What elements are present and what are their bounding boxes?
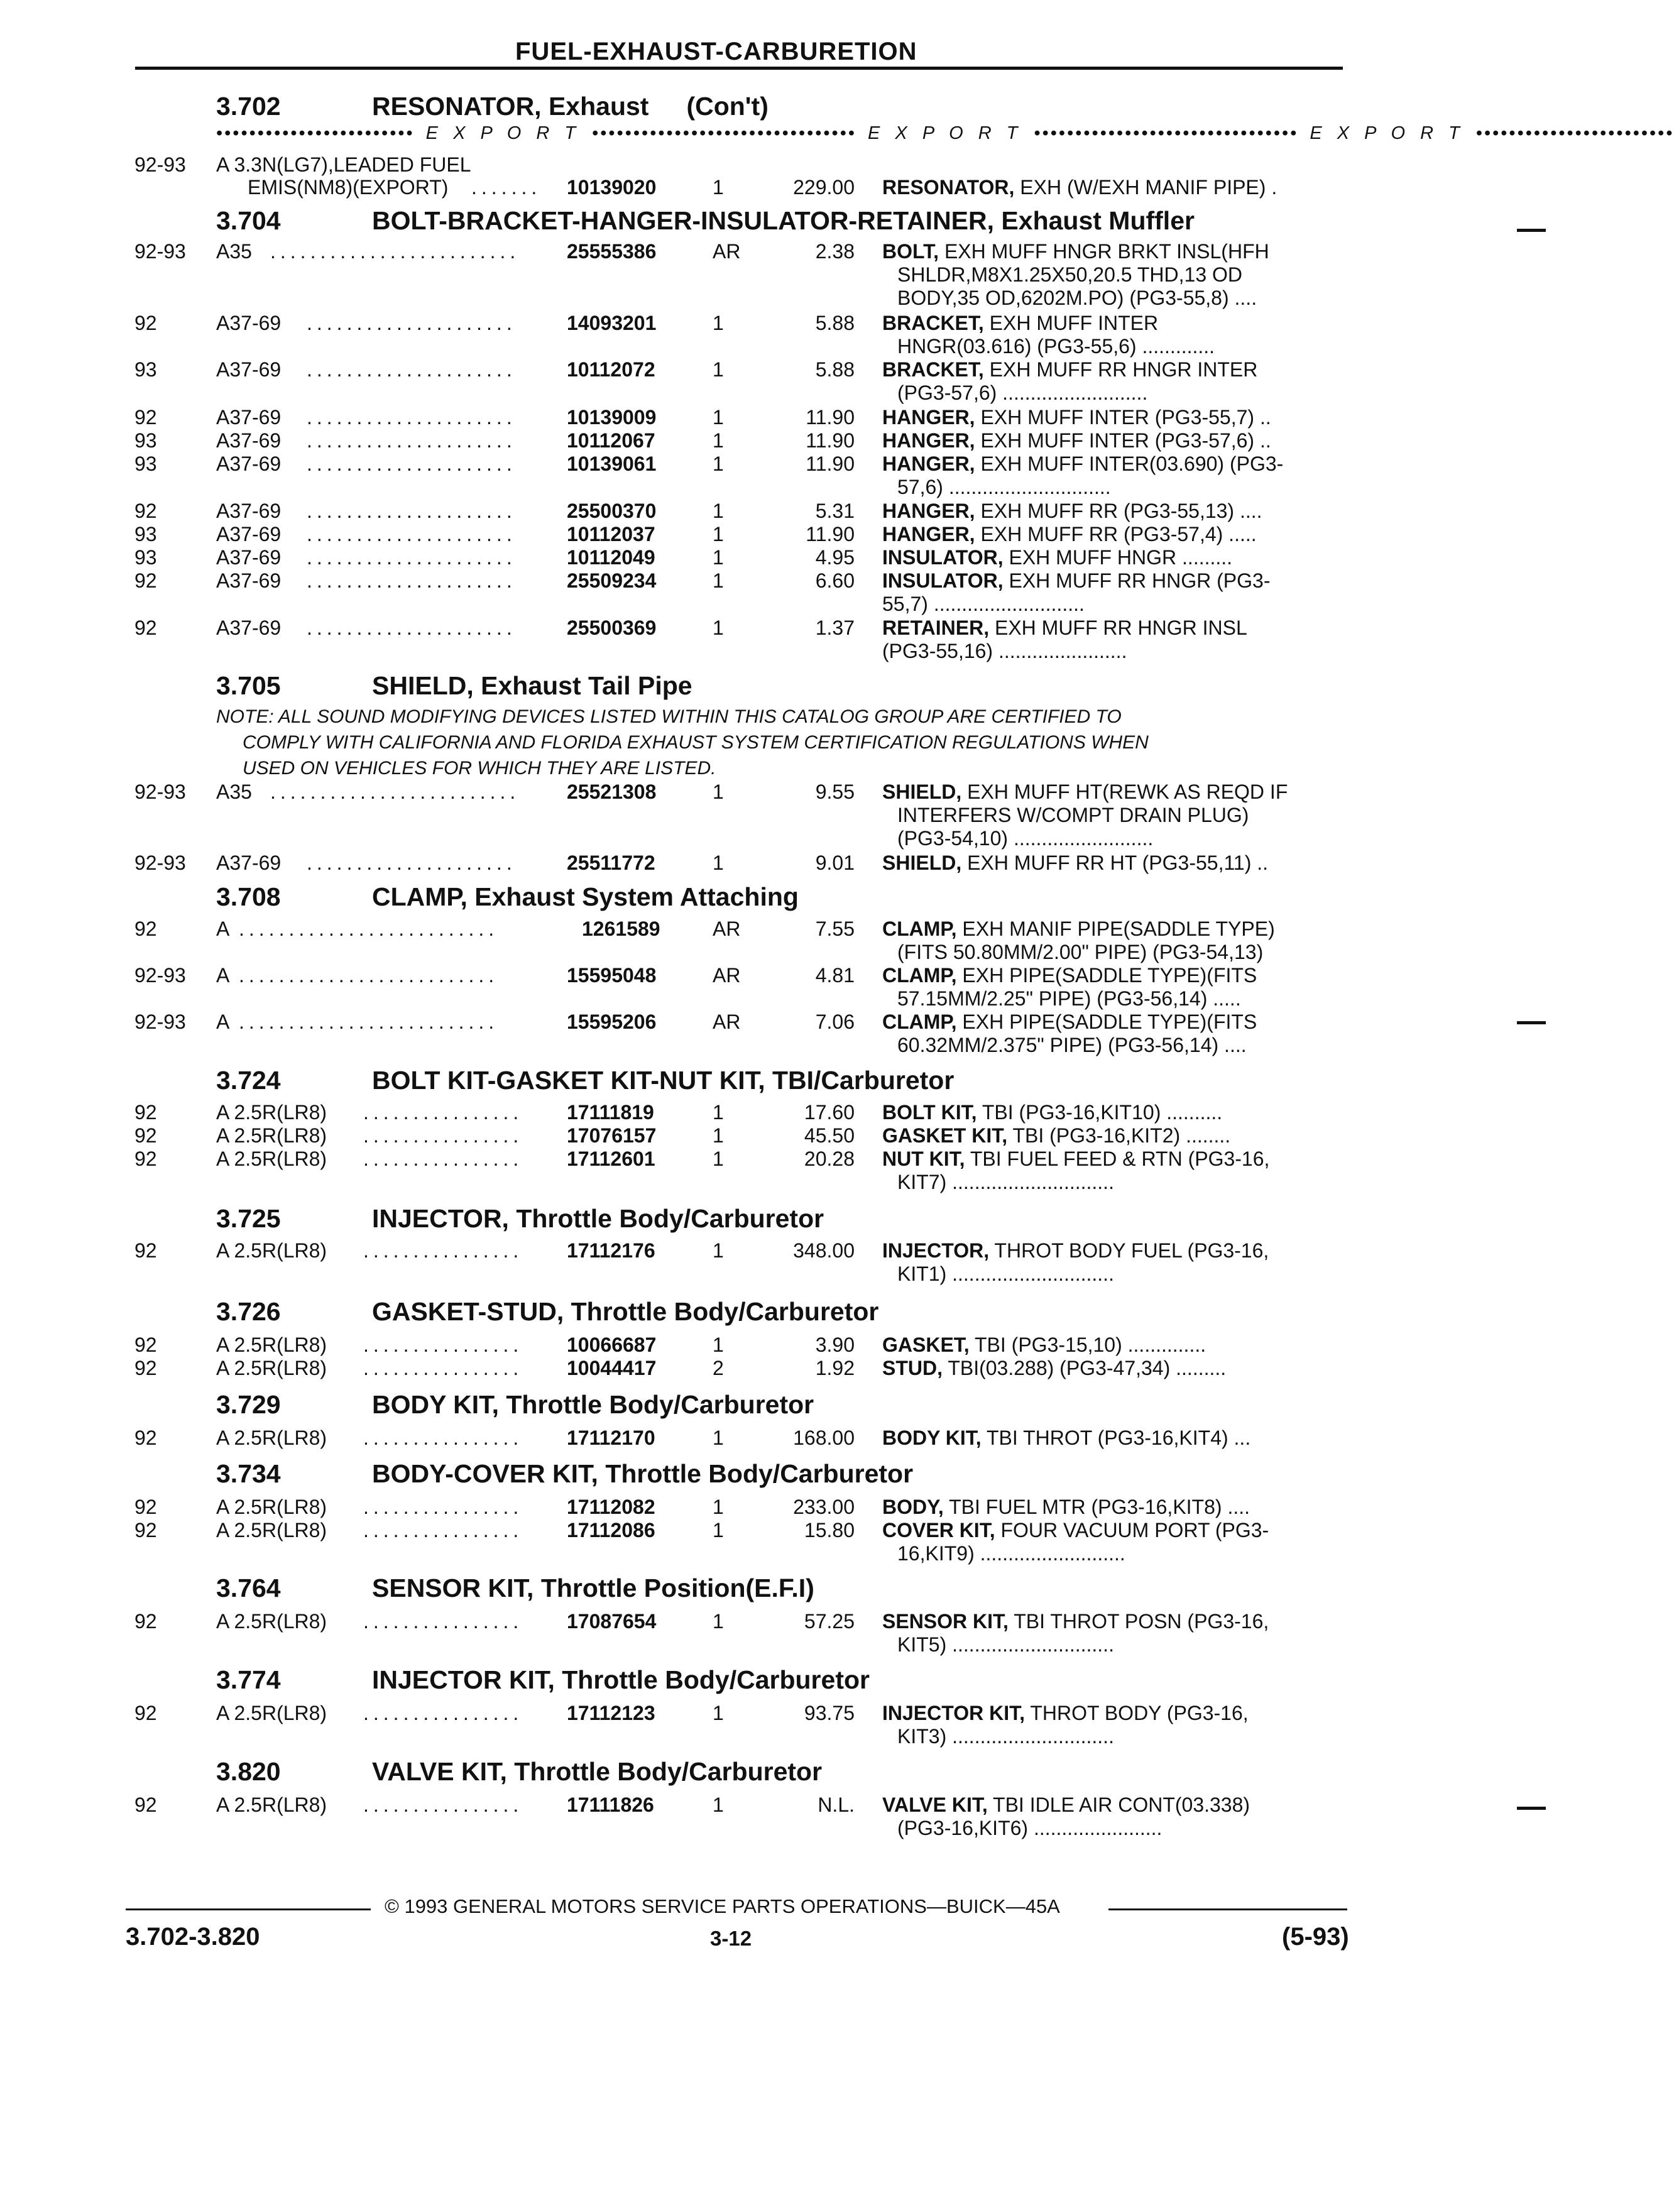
model-year: 93 xyxy=(134,546,157,569)
price: 93.75 xyxy=(804,1702,855,1724)
quantity: 1 xyxy=(713,429,724,452)
price: 11.90 xyxy=(806,406,855,429)
part-name: INJECTOR, xyxy=(882,1239,990,1262)
description: HANGER, EXH MUFF RR (PG3-57,4) ..... xyxy=(882,523,1257,545)
description: INSULATOR, EXH MUFF HNGR ......... xyxy=(882,546,1233,569)
price: 1.37 xyxy=(815,616,855,639)
quantity: 1 xyxy=(713,312,724,334)
price: 57.25 xyxy=(804,1610,855,1633)
part-name: GASKET, xyxy=(882,1333,970,1356)
quantity: 1 xyxy=(713,1333,724,1356)
application: A37-69 xyxy=(216,406,282,429)
leader-dots: ..................... xyxy=(307,546,517,569)
part-number: 25511772 xyxy=(567,851,655,874)
description: HANGER, EXH MUFF INTER (PG3-55,7) .. xyxy=(882,406,1271,429)
leader-dots: ..................... xyxy=(307,312,517,334)
quantity: 1 xyxy=(713,851,724,874)
application: A37-69 xyxy=(216,500,282,522)
price: 5.88 xyxy=(815,358,855,381)
quantity: 1 xyxy=(713,546,724,569)
application: A 2.5R(LR8) xyxy=(216,1101,327,1124)
description: RESONATOR, EXH (W/EXH MANIF PIPE) . xyxy=(882,176,1277,199)
price: 229.00 xyxy=(793,176,855,199)
leader-dots: ................ xyxy=(363,1496,523,1518)
price: 9.55 xyxy=(815,780,855,803)
application: A 2.5R(LR8) xyxy=(216,1147,327,1170)
model-year: 92-93 xyxy=(134,153,186,176)
model-year: 92 xyxy=(134,1496,157,1518)
leader-dots: .......................... xyxy=(239,1010,499,1033)
model-year: 92-93 xyxy=(134,240,186,263)
section-number: 3.708 xyxy=(216,882,281,911)
part-name: BRACKET, xyxy=(882,358,984,381)
leader-dots: ..................... xyxy=(307,851,517,874)
part-number: 17112086 xyxy=(567,1519,655,1541)
part-number: 17087654 xyxy=(567,1610,657,1633)
section-number: 3.726 xyxy=(216,1297,281,1326)
part-name: NUT KIT, xyxy=(882,1147,965,1170)
part-name: GASKET KIT, xyxy=(882,1124,1008,1147)
model-year: 92 xyxy=(134,500,157,522)
leader-dots: ..................... xyxy=(307,569,517,592)
part-name: SENSOR KIT, xyxy=(882,1610,1009,1633)
price: 1.92 xyxy=(815,1357,855,1379)
part-number: 25500369 xyxy=(567,616,657,639)
application: A37-69 xyxy=(216,569,282,592)
part-number: 10044417 xyxy=(567,1357,657,1379)
price: 233.00 xyxy=(793,1496,855,1518)
copyright-text: © 1993 GENERAL MOTORS SERVICE PARTS OPERATIONS—BUICK—45A xyxy=(385,1895,1060,1917)
section-number: 3.705 xyxy=(216,671,281,700)
export-word: E X P O R T xyxy=(1310,123,1465,143)
model-year: 92 xyxy=(134,1124,157,1147)
description: HANGER, EXH MUFF INTER(03.690) (PG3- 57,6) ............................. xyxy=(882,452,1284,498)
description: BOLT, EXH MUFF HNGR BRKT INSL(HFH SHLDR,M8X1.25X50,20.5 THD,13 OD BODY,35 OD,6202M.PO) (PG3-55,8) .... xyxy=(882,240,1269,309)
revision-mark xyxy=(1517,1021,1546,1024)
price: 15.80 xyxy=(804,1519,855,1541)
leader-dots: ................ xyxy=(363,1147,523,1170)
description: GASKET, TBI (PG3-15,10) .............. xyxy=(882,1333,1206,1356)
model-year: 92 xyxy=(134,1426,157,1449)
revision-mark xyxy=(1517,1807,1546,1810)
quantity: 1 xyxy=(713,1124,724,1147)
application: A 2.5R(LR8) xyxy=(216,1496,327,1518)
application: A37-69 xyxy=(216,452,282,475)
model-year: 92 xyxy=(134,1519,157,1541)
application: A 2.5R(LR8) xyxy=(216,1426,327,1449)
part-number: 17112170 xyxy=(567,1426,655,1449)
price: 6.60 xyxy=(815,569,855,592)
quantity: 1 xyxy=(713,1426,724,1449)
leader-dots: ..................... xyxy=(307,500,517,522)
price: 20.28 xyxy=(804,1147,855,1170)
description: INJECTOR, THROT BODY FUEL (PG3-16, KIT1) ............................. xyxy=(882,1239,1269,1285)
section-title: CLAMP, Exhaust System Attaching xyxy=(372,882,799,911)
leader-dots: .......................... xyxy=(239,964,499,987)
price: 7.55 xyxy=(815,917,855,940)
part-number: 1261589 xyxy=(582,917,660,940)
section-heading xyxy=(216,671,692,701)
section-heading xyxy=(216,1297,878,1327)
leader-dots: •••••••••••••••••••••••••••••••• xyxy=(1034,123,1299,143)
leader-dots: ....... xyxy=(471,176,542,199)
quantity: 1 xyxy=(713,452,724,475)
price: 11.90 xyxy=(806,429,855,452)
part-name: CLAMP, xyxy=(882,964,957,987)
model-year: 92-93 xyxy=(134,780,186,803)
quantity: 1 xyxy=(713,1239,724,1262)
application: A xyxy=(216,917,230,940)
leader-dots: ..................... xyxy=(307,358,517,381)
part-name: HANGER, xyxy=(882,500,975,522)
section-number: 3.724 xyxy=(216,1066,281,1095)
description: RETAINER, EXH MUFF RR HNGR INSL (PG3-55,16) ....................... xyxy=(882,616,1247,662)
application: A37-69 xyxy=(216,546,282,569)
leader-dots: ................ xyxy=(363,1239,523,1262)
revision-date: (5-93) xyxy=(1282,1923,1349,1951)
leader-dots: ................ xyxy=(363,1610,523,1633)
price: N.L. xyxy=(818,1793,855,1816)
description: INSULATOR, EXH MUFF RR HNGR (PG3- 55,7) ........................... xyxy=(882,569,1271,615)
description: BRACKET, EXH MUFF RR HNGR INTER (PG3-57,6) .......................... xyxy=(882,358,1258,404)
quantity: 1 xyxy=(713,406,724,429)
description: SHIELD, EXH MUFF RR HT (PG3-55,11) .. xyxy=(882,851,1269,874)
application: A35 xyxy=(216,240,252,263)
model-year: 92 xyxy=(134,1147,157,1170)
page-title: FUEL-EXHAUST-CARBURETION xyxy=(515,38,917,65)
leader-dots: ......................... xyxy=(270,780,520,803)
part-name: INJECTOR KIT, xyxy=(882,1702,1025,1724)
price: 17.60 xyxy=(804,1101,855,1124)
quantity: 1 xyxy=(713,523,724,545)
part-number: 17112176 xyxy=(567,1239,655,1262)
price: 7.06 xyxy=(815,1010,855,1033)
part-number: 25500370 xyxy=(567,500,657,522)
leader-dots: ................ xyxy=(363,1101,523,1124)
part-number: 17111819 xyxy=(567,1101,654,1124)
model-year: 92 xyxy=(134,312,157,334)
section-heading xyxy=(216,1459,913,1489)
section-title: INJECTOR, Throttle Body/Carburetor xyxy=(372,1204,824,1233)
part-number: 10112037 xyxy=(567,523,655,545)
description: NUT KIT, TBI FUEL FEED & RTN (PG3-16, KIT7) ............................. xyxy=(882,1147,1270,1193)
section-title: SENSOR KIT, Throttle Position(E.F.I) xyxy=(372,1574,814,1602)
part-number: 10139020 xyxy=(567,176,657,199)
description: STUD, TBI(03.288) (PG3-47,34) ......... xyxy=(882,1357,1227,1379)
leader-dots: ................ xyxy=(363,1357,523,1379)
part-number: 14093201 xyxy=(567,312,657,334)
description: VALVE KIT, TBI IDLE AIR CONT(03.338) (PG3-16,KIT6) ....................... xyxy=(882,1793,1250,1839)
header-rule xyxy=(135,67,1343,70)
price: 11.90 xyxy=(806,452,855,475)
model-year: 92 xyxy=(134,1610,157,1633)
part-number: 10112067 xyxy=(567,429,655,452)
price: 4.95 xyxy=(815,546,855,569)
section-number: 3.734 xyxy=(216,1459,281,1488)
section-number: 3.702 xyxy=(216,92,281,121)
description: SENSOR KIT, TBI THROT POSN (PG3-16, KIT5) ............................. xyxy=(882,1610,1269,1656)
part-number: 17112601 xyxy=(567,1147,655,1170)
revision-mark xyxy=(1517,229,1546,232)
part-name: INSULATOR, xyxy=(882,546,1004,569)
description: INJECTOR KIT, THROT BODY (PG3-16, KIT3) ............................. xyxy=(882,1702,1249,1748)
section-heading xyxy=(216,882,799,912)
part-number: 25509234 xyxy=(567,569,657,592)
certification-note: NOTE: ALL SOUND MODIFYING DEVICES LISTED WITHIN THIS CATALOG GROUP ARE CERTIFIED TO COMPLY WITH CALIFORNIA AND FLORIDA EXHAUST SYSTEM CERTIFICATION REGULATIONS WHEN USED ON VEHICLES FOR WHICH THEY ARE LISTED. xyxy=(216,706,1149,779)
quantity: 1 xyxy=(713,358,724,381)
section-number: 3.820 xyxy=(216,1757,281,1786)
footer-rule xyxy=(1108,1908,1347,1910)
model-year: 92 xyxy=(134,616,157,639)
application: A35 xyxy=(216,780,252,803)
section-title: BODY-COVER KIT, Throttle Body/Carburetor xyxy=(372,1459,914,1488)
part-name: CLAMP, xyxy=(882,917,957,940)
section-title: RESONATOR, Exhaust xyxy=(372,92,649,121)
model-year: 92-93 xyxy=(134,964,186,987)
price: 11.90 xyxy=(806,523,855,545)
part-name: SHIELD, xyxy=(882,780,962,803)
description: HANGER, EXH MUFF INTER (PG3-57,6) .. xyxy=(882,429,1271,452)
leader-dots: ................ xyxy=(363,1793,523,1816)
price: 3.90 xyxy=(815,1333,855,1356)
quantity: 1 xyxy=(713,1101,724,1124)
price: 5.88 xyxy=(815,312,855,334)
quantity: 2 xyxy=(713,1357,724,1379)
part-number: 15595206 xyxy=(567,1010,657,1033)
description: BOLT KIT, TBI (PG3-16,KIT10) .......... xyxy=(882,1101,1223,1124)
application-continued: EMIS(NM8)(EXPORT) xyxy=(248,176,449,199)
leader-dots: ................ xyxy=(363,1519,523,1541)
part-name: INSULATOR, xyxy=(882,569,1004,592)
leader-dots: ................ xyxy=(363,1333,523,1356)
leader-dots: ......................... xyxy=(270,240,520,263)
section-title: SHIELD, Exhaust Tail Pipe xyxy=(372,671,692,700)
description: BODY KIT, TBI THROT (PG3-16,KIT4) ... xyxy=(882,1426,1251,1449)
quantity: 1 xyxy=(713,780,724,803)
leader-dots: •••••••••••••••••••••••• xyxy=(1475,123,1674,143)
section-heading xyxy=(216,92,769,121)
quantity: AR xyxy=(713,240,741,263)
application: A 2.5R(LR8) xyxy=(216,1610,327,1633)
part-name: SHIELD, xyxy=(882,851,962,874)
part-name: RESONATOR, xyxy=(882,176,1015,199)
quantity: 1 xyxy=(713,1610,724,1633)
section-title: BODY KIT, Throttle Body/Carburetor xyxy=(372,1390,814,1419)
model-year: 93 xyxy=(134,358,157,381)
leader-dots: ................ xyxy=(363,1702,523,1724)
part-number: 17112082 xyxy=(567,1496,655,1518)
quantity: 1 xyxy=(713,1702,724,1724)
application: A37-69 xyxy=(216,429,282,452)
model-year: 93 xyxy=(134,429,157,452)
application: A 2.5R(LR8) xyxy=(216,1239,327,1262)
price: 168.00 xyxy=(793,1426,855,1449)
quantity: AR xyxy=(713,964,741,987)
part-number: 25521308 xyxy=(567,780,657,803)
part-name: RETAINER, xyxy=(882,616,990,639)
part-number: 17111826 xyxy=(567,1793,654,1816)
model-year: 92-93 xyxy=(134,851,186,874)
leader-dots: ..................... xyxy=(307,429,517,452)
part-name: VALVE KIT, xyxy=(882,1793,988,1816)
part-name: COVER KIT, xyxy=(882,1519,995,1541)
price: 9.01 xyxy=(815,851,855,874)
section-number: 3.704 xyxy=(216,206,281,235)
application: A37-69 xyxy=(216,312,282,334)
part-name: BOLT, xyxy=(882,240,939,263)
price: 2.38 xyxy=(815,240,855,263)
price: 348.00 xyxy=(793,1239,855,1262)
part-number: 15595048 xyxy=(567,964,657,987)
application: A37-69 xyxy=(216,851,282,874)
section-heading xyxy=(216,1390,814,1420)
part-number: 17112123 xyxy=(567,1702,655,1724)
model-year: 92 xyxy=(134,406,157,429)
model-year: 93 xyxy=(134,523,157,545)
price: 5.31 xyxy=(815,500,855,522)
price: 4.81 xyxy=(815,964,855,987)
model-year: 92 xyxy=(134,569,157,592)
application: A 3.3N(LG7),LEADED FUEL xyxy=(216,153,471,176)
quantity: 1 xyxy=(713,176,724,199)
section-number: 3.725 xyxy=(216,1204,281,1233)
group-range: 3.702-3.820 xyxy=(126,1923,260,1951)
section-heading xyxy=(216,1066,954,1095)
section-number: 3.764 xyxy=(216,1574,281,1602)
application: A37-69 xyxy=(216,523,282,545)
leader-dots: ..................... xyxy=(307,523,517,545)
leader-dots: ................ xyxy=(363,1124,523,1147)
part-number: 10112049 xyxy=(567,546,655,569)
leader-dots: ..................... xyxy=(307,406,517,429)
model-year: 92-93 xyxy=(134,1010,186,1033)
quantity: AR xyxy=(713,917,741,940)
part-name: BODY, xyxy=(882,1496,944,1518)
model-year: 92 xyxy=(134,1101,157,1124)
model-year: 92 xyxy=(134,917,157,940)
section-title: VALVE KIT, Throttle Body/Carburetor xyxy=(372,1757,823,1786)
part-name: HANGER, xyxy=(882,523,975,545)
part-number: 25555386 xyxy=(567,240,657,263)
model-year: 92 xyxy=(134,1793,157,1816)
price: 45.50 xyxy=(804,1124,855,1147)
part-name: HANGER, xyxy=(882,429,975,452)
model-year: 92 xyxy=(134,1239,157,1262)
part-number: 10139009 xyxy=(567,406,657,429)
quantity: 1 xyxy=(713,1793,724,1816)
leader-dots: •••••••••••••••••••••••• xyxy=(216,123,415,143)
section-number: 3.729 xyxy=(216,1390,281,1419)
quantity: 1 xyxy=(713,616,724,639)
section-heading xyxy=(216,206,1195,236)
section-title: BOLT KIT-GASKET KIT-NUT KIT, TBI/Carburetor xyxy=(372,1066,955,1095)
application: A xyxy=(216,1010,230,1033)
application: A xyxy=(216,964,230,987)
part-number: 10066687 xyxy=(567,1333,657,1356)
section-title: INJECTOR KIT, Throttle Body/Carburetor xyxy=(372,1665,870,1694)
export-word: E X P O R T xyxy=(868,123,1023,143)
part-name: HANGER, xyxy=(882,452,975,475)
quantity: 1 xyxy=(713,569,724,592)
section-continued: (Con't) xyxy=(686,92,769,121)
export-banner xyxy=(216,123,1674,144)
leader-dots: ................ xyxy=(363,1426,523,1449)
application: A 2.5R(LR8) xyxy=(216,1519,327,1541)
application: A37-69 xyxy=(216,616,282,639)
quantity: 1 xyxy=(713,1147,724,1170)
part-number: 10112072 xyxy=(567,358,655,381)
model-year: 92 xyxy=(134,1702,157,1724)
application: A 2.5R(LR8) xyxy=(216,1793,327,1816)
application: A 2.5R(LR8) xyxy=(216,1357,327,1379)
footer-rule xyxy=(126,1908,371,1910)
part-name: BOLT KIT, xyxy=(882,1101,977,1124)
leader-dots: •••••••••••••••••••••••••••••••• xyxy=(592,123,857,143)
part-number: 10139061 xyxy=(567,452,657,475)
description: BRACKET, EXH MUFF INTER HNGR(03.616) (PG3-55,6) ............. xyxy=(882,312,1215,358)
quantity: 1 xyxy=(713,500,724,522)
model-year: 93 xyxy=(134,452,157,475)
section-title: BOLT-BRACKET-HANGER-INSULATOR-RETAINER, Exhaust Muffler xyxy=(372,206,1195,235)
application: A 2.5R(LR8) xyxy=(216,1333,327,1356)
leader-dots: ..................... xyxy=(307,452,517,475)
leader-dots: ..................... xyxy=(307,616,517,639)
part-name: BODY KIT, xyxy=(882,1426,982,1449)
part-name: STUD, xyxy=(882,1357,943,1379)
application: A37-69 xyxy=(216,358,282,381)
section-heading xyxy=(216,1757,822,1787)
application: A 2.5R(LR8) xyxy=(216,1124,327,1147)
section-heading xyxy=(216,1574,814,1603)
description: GASKET KIT, TBI (PG3-16,KIT2) ........ xyxy=(882,1124,1231,1147)
application: A 2.5R(LR8) xyxy=(216,1702,327,1724)
description: BODY, TBI FUEL MTR (PG3-16,KIT8) .... xyxy=(882,1496,1250,1518)
description: COVER KIT, FOUR VACUUM PORT (PG3- 16,KIT9) .......................... xyxy=(882,1519,1269,1565)
description: HANGER, EXH MUFF RR (PG3-55,13) .... xyxy=(882,500,1262,522)
description: SHIELD, EXH MUFF HT(REWK AS REQD IF INTERFERS W/COMPT DRAIN PLUG) (PG3-54,10) ......................... xyxy=(882,780,1288,850)
section-number: 3.774 xyxy=(216,1665,281,1694)
quantity: AR xyxy=(713,1010,741,1033)
part-name: CLAMP, xyxy=(882,1010,957,1033)
section-title: GASKET-STUD, Throttle Body/Carburetor xyxy=(372,1297,879,1326)
page-number: 3-12 xyxy=(710,1927,752,1950)
part-name: BRACKET, xyxy=(882,312,984,334)
leader-dots: .......................... xyxy=(239,917,499,940)
description: CLAMP, EXH PIPE(SADDLE TYPE)(FITS 57.15MM/2.25" PIPE) (PG3-56,14) ..... xyxy=(882,964,1257,1010)
part-number: 17076157 xyxy=(567,1124,657,1147)
quantity: 1 xyxy=(713,1519,724,1541)
description: CLAMP, EXH PIPE(SADDLE TYPE)(FITS 60.32MM/2.375" PIPE) (PG3-56,14) .... xyxy=(882,1010,1257,1056)
section-heading xyxy=(216,1665,870,1695)
section-heading xyxy=(216,1204,824,1234)
model-year: 92 xyxy=(134,1357,157,1379)
part-name: HANGER, xyxy=(882,406,975,429)
description: CLAMP, EXH MANIF PIPE(SADDLE TYPE) (FITS 50.80MM/2.00" PIPE) (PG3-54,13) xyxy=(882,917,1275,963)
model-year: 92 xyxy=(134,1333,157,1356)
quantity: 1 xyxy=(713,1496,724,1518)
export-word: E X P O R T xyxy=(425,123,581,143)
